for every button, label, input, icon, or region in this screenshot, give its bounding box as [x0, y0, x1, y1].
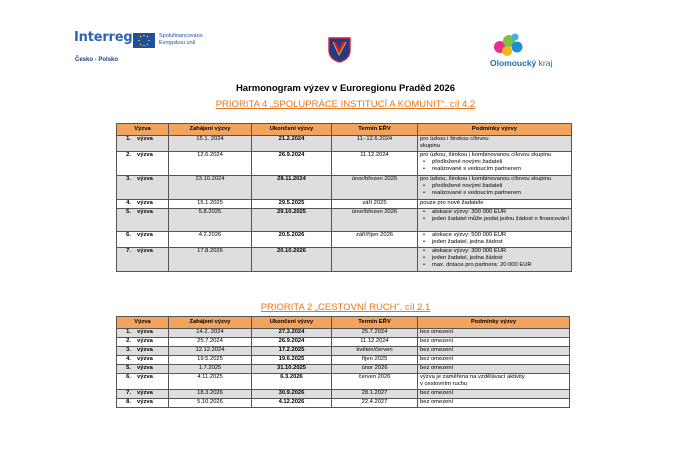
cell-zahajeni: 14.2. 2024 — [169, 329, 252, 338]
condition-line: pouze pro nové žadatele — [420, 200, 484, 206]
cell-podminky — [418, 248, 572, 272]
cell-vyzva — [117, 374, 169, 390]
cell-termin-erv: 11.12.2024 — [332, 152, 418, 176]
condition-bullet: • realizované s vedoucím partnerem — [420, 190, 569, 197]
cell-ukonceni: 4.12.2026 — [252, 399, 332, 408]
cell-zahajeni: 17.8.2026 — [169, 248, 252, 272]
condition-bullet: • alokace výzvy: 300 000 EUR — [420, 248, 569, 255]
condition-bullet: • jeden žadatel, jedna žádost — [420, 255, 569, 262]
table-row — [117, 232, 572, 248]
cell-termin-erv: červen 2026 — [332, 374, 418, 390]
priority-2-table-body — [117, 329, 570, 408]
olomoucky-kraj-text: Olomoucký kraj — [490, 58, 553, 68]
eu-cofinanced-text: Spolufinancováno Evropskou unií — [159, 33, 203, 46]
page-title: Harmonogram výzev v Euroregionu Praděd 2026 — [235, 83, 456, 94]
cell-ukonceni: 29.10.2025 — [252, 209, 332, 232]
cell-vyzva — [117, 338, 169, 347]
cell-ukonceni: 17.2.2025 — [252, 347, 332, 356]
condition-line: bez omezení — [420, 365, 454, 371]
condition-line: bez omezení — [420, 347, 454, 353]
cell-ukonceni: 29.5.2025 — [252, 200, 332, 209]
olomoucky-kraj-logo — [480, 30, 600, 80]
cell-zahajeni: 23.10.2024 — [169, 176, 252, 200]
col-vyzva: Výzva — [117, 124, 169, 136]
condition-line: skupinu — [420, 143, 440, 150]
cell-termin-erv: 28.1.2027 — [332, 390, 418, 399]
cell-vyzva — [117, 232, 169, 248]
vyzva-word: výzva — [137, 390, 153, 396]
table-row — [117, 248, 572, 272]
cell-vyzva — [117, 329, 169, 338]
cell-termin-erv: únor/březen 2025 — [332, 176, 418, 200]
condition-line: pro úzkou i širokou cílovou — [420, 136, 489, 142]
vyzva-word: výzva — [137, 329, 153, 335]
table-header-row — [117, 317, 570, 329]
cell-ukonceni: 31.10.2025 — [252, 365, 332, 374]
cell-termin-erv: květen/červen — [332, 347, 418, 356]
cell-ukonceni: 30.9.2026 — [252, 390, 332, 399]
cell-termin-erv: únor 2026 — [332, 365, 418, 374]
condition-bullet: • předložené novými žadateli — [420, 159, 569, 166]
vyzva-word: výzva — [137, 152, 153, 158]
condition-line: bez omezení — [420, 399, 454, 405]
cell-vyzva — [117, 365, 169, 374]
condition-bullet: • max. dotace pro partnera: 20 000 EUR — [420, 262, 569, 269]
vyzva-number: 8. — [126, 399, 131, 405]
col-podminky: Podmínky výzvy — [418, 317, 570, 329]
cell-ukonceni: 21.2.2024 — [252, 136, 332, 152]
vyzva-word: výzva — [137, 356, 153, 362]
condition-bullet: • alokace výzvy: 300 000 EUR — [420, 209, 569, 216]
olomouc-flower-icon — [482, 30, 542, 60]
condition-line: pro úzkou, širokou i kombinovanou cílovou skupinu — [420, 176, 552, 182]
cell-vyzva — [117, 356, 169, 365]
cell-podminky — [418, 338, 570, 347]
condition-bullet: • realizované s vedoucím partnerem — [420, 166, 569, 173]
cell-podminky — [418, 399, 570, 408]
table-row — [117, 399, 570, 408]
table-row — [117, 209, 572, 232]
vyzva-number: 4. — [126, 356, 131, 362]
cell-podminky — [418, 329, 570, 338]
cell-ukonceni: 28.11.2024 — [252, 176, 332, 200]
col-zahajeni: Zahájení výzvy — [169, 317, 252, 329]
vyzva-word: výzva — [137, 176, 153, 182]
vyzva-word: výzva — [137, 136, 153, 142]
cell-vyzva — [117, 248, 169, 272]
vyzva-number: 5. — [126, 209, 131, 215]
vyzva-word: výzva — [137, 338, 153, 344]
cell-podminky — [418, 152, 572, 176]
vyzva-number: 1. — [126, 136, 131, 142]
page-header — [0, 0, 691, 80]
condition-bullet: • jeden žadatel, jedna žádost — [420, 239, 569, 246]
cell-zahajeni: 5.8.2025 — [169, 209, 252, 232]
eu-flag-icon — [133, 33, 155, 48]
table-row — [117, 176, 572, 200]
vyzva-number: 7. — [126, 248, 131, 254]
cell-vyzva — [117, 136, 169, 152]
table-row — [117, 374, 570, 390]
cell-termin-erv: únor/březen 2026 — [332, 209, 418, 232]
cell-ukonceni: 20.5.2026 — [252, 232, 332, 248]
cell-termin-erv: 11.12.2024 — [332, 338, 418, 347]
cell-podminky — [418, 390, 570, 399]
vyzva-word: výzva — [137, 347, 153, 353]
cell-zahajeni: 25.7.2024 — [169, 338, 252, 347]
col-zahajeni: Zahájení výzvy — [169, 124, 252, 136]
cell-zahajeni: 4.11.2025 — [169, 374, 252, 390]
col-vyzva: Výzva — [117, 317, 169, 329]
condition-line: pro úzkou, širokou i kombinovanou cílovou skupinu — [420, 152, 552, 158]
interreg-name: Interreg — [74, 30, 133, 45]
col-ukonceni: Ukončení výzvy — [252, 317, 332, 329]
vyzva-number: 3. — [126, 176, 131, 182]
cell-zahajeni: 12.6.2024 — [169, 152, 252, 176]
cell-podminky — [418, 356, 570, 365]
cell-podminky — [418, 374, 570, 390]
cell-podminky — [418, 232, 572, 248]
condition-bullet: • alokace výzvy: 500 000 EUR — [420, 232, 569, 239]
cell-podminky — [418, 200, 572, 209]
cell-vyzva — [117, 399, 169, 408]
cell-zahajeni: 19.5.2025 — [169, 356, 252, 365]
vyzva-number: 3. — [126, 347, 131, 353]
condition-bullet: • předložené novými žadateli — [420, 183, 569, 190]
cell-zahajeni: 12.12.2024 — [169, 347, 252, 356]
priority-4-table-body — [117, 136, 572, 272]
cell-termin-erv: 22.4.2027 — [332, 399, 418, 408]
priority-4-table — [116, 123, 572, 272]
priority-4-heading: PRIORITA 4 „SPOLUPRÁCE INSTITUCÍ A KOMUNIT“. cíl 4.2 — [215, 99, 476, 110]
condition-line: bez omezení — [420, 338, 454, 344]
cell-zahajeni: 18.3.2026 — [169, 390, 252, 399]
table-row — [117, 200, 572, 209]
cell-podminky — [418, 209, 572, 232]
vyzva-word: výzva — [137, 365, 153, 371]
vyzva-word: výzva — [137, 399, 153, 405]
vyzva-number: 2. — [126, 152, 131, 158]
table-row — [117, 136, 572, 152]
col-termin-erv: Termín EŘV — [332, 124, 418, 136]
cell-vyzva — [117, 176, 169, 200]
table-row — [117, 329, 570, 338]
table-header-row — [117, 124, 572, 136]
cell-vyzva — [117, 347, 169, 356]
cell-ukonceni: 26.9.2024 — [252, 152, 332, 176]
praded-crest-icon — [327, 36, 352, 63]
vyzva-number: 1. — [126, 329, 131, 335]
table-row — [117, 365, 570, 374]
vyzva-number: 6. — [126, 374, 131, 380]
cell-zahajeni: 15.1. 2024 — [169, 136, 252, 152]
vyzva-word: výzva — [137, 200, 153, 206]
condition-line: bez omezení — [420, 356, 454, 362]
cell-podminky — [418, 365, 570, 374]
cell-termin-erv — [332, 248, 418, 272]
cell-vyzva — [117, 200, 169, 209]
interreg-logo — [74, 30, 133, 63]
vyzva-number: 5. — [126, 365, 131, 371]
table-row — [117, 390, 570, 399]
cell-termin-erv: září/říjen 2026 — [332, 232, 418, 248]
table-row — [117, 338, 570, 347]
cell-vyzva — [117, 152, 169, 176]
condition-line: v cestovním ruchu — [420, 381, 468, 388]
table-row — [117, 347, 570, 356]
vyzva-word: výzva — [137, 232, 153, 238]
vyzva-number: 2. — [126, 338, 131, 344]
cell-podminky — [418, 176, 572, 200]
col-ukonceni: Ukončení výzvy — [252, 124, 332, 136]
cell-ukonceni: 6.3.2026 — [252, 374, 332, 390]
col-termin-erv: Termín EŘV — [332, 317, 418, 329]
condition-line: bez omezení — [420, 390, 454, 396]
cell-ukonceni: 20.10.2026 — [252, 248, 332, 272]
priority-2-table — [116, 316, 570, 408]
table-row — [117, 152, 572, 176]
cell-vyzva — [117, 209, 169, 232]
col-podminky: Podmínky výzvy — [418, 124, 572, 136]
cell-zahajeni: 5.10.2026 — [169, 399, 252, 408]
vyzva-word: výzva — [137, 374, 153, 380]
vyzva-word: výzva — [137, 209, 153, 215]
cell-podminky — [418, 347, 570, 356]
cell-vyzva — [117, 390, 169, 399]
cell-termin-erv: říjen 2025 — [332, 356, 418, 365]
interreg-subtitle: Česko - Polsko — [75, 57, 119, 63]
vyzva-word: výzva — [137, 248, 153, 254]
cell-termin-erv: 25.7.2024 — [332, 329, 418, 338]
condition-bullet: • jeden žadatel může podat jednu žádost o financování — [420, 216, 569, 223]
cell-zahajeni: 1.7.2025 — [169, 365, 252, 374]
vyzva-number: 6. — [126, 232, 131, 238]
cell-ukonceni: 26.9.2024 — [252, 338, 332, 347]
vyzva-number: 7. — [126, 390, 131, 396]
condition-line: bez omezení — [420, 329, 454, 335]
cell-termin-erv: září 2025 — [332, 200, 418, 209]
cell-zahajeni: 4.2.2026 — [169, 232, 252, 248]
vyzva-number: 4. — [126, 200, 131, 206]
table-row — [117, 356, 570, 365]
cell-podminky — [418, 136, 572, 152]
cell-zahajeni: 15.1.2025 — [169, 200, 252, 209]
cell-termin-erv: 11.-12.6.2024 — [332, 136, 418, 152]
cell-ukonceni: 27.3.2024 — [252, 329, 332, 338]
priority-2-heading: PRIORITA 2 „CESTOVNÍ RUCH“. cíl 2.1 — [260, 302, 431, 313]
condition-line: výzva je zaměřena na vzdělávací aktivity — [420, 374, 525, 380]
cell-ukonceni: 19.6.2025 — [252, 356, 332, 365]
